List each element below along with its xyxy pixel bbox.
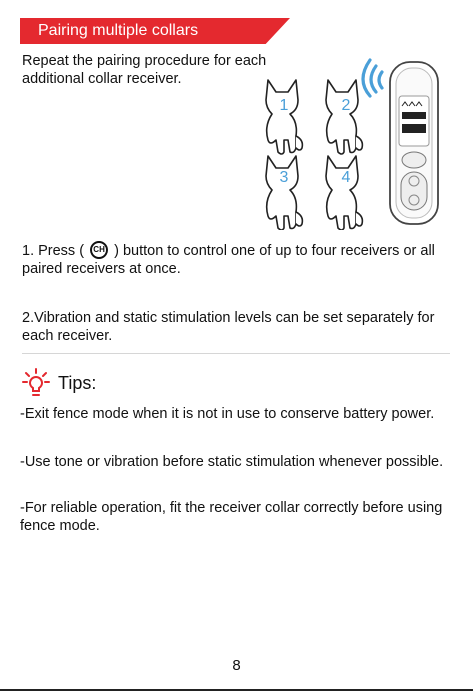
tip-item: -Exit fence mode when it is not in use to conserve battery power.: [20, 406, 435, 422]
step-2-text: 2.Vibration and static stimulation levels can be set separately for each receiver.: [22, 310, 435, 344]
control-pad: [401, 172, 427, 210]
intro-text: Repeat the pairing procedure for each additional collar receiver.: [22, 53, 267, 87]
dog-label-1: 1: [279, 97, 289, 114]
lcd-screen: [399, 96, 429, 146]
footer-rule: [0, 689, 473, 691]
signal-icon: [363, 60, 382, 96]
ch-button-icon: CH: [90, 241, 108, 259]
dog-label-3: 3: [279, 169, 289, 186]
dog-label-4: 4: [341, 169, 351, 186]
dog-label-2: 2: [341, 97, 351, 114]
divider: [22, 353, 450, 354]
remote-transmitter: [390, 62, 438, 224]
pairing-illustration: [250, 50, 465, 230]
tip-item: -Use tone or vibration before static stimulation whenever possible.: [20, 454, 444, 470]
step-1-text: 1. Press ( CH ) button to control one of up to four receivers or all paired receivers at once.: [22, 243, 435, 277]
section-title: Pairing multiple collars: [38, 22, 199, 39]
lightbulb-icon: [22, 368, 50, 398]
tip-item: -For reliable operation, fit the receiver collar correctly before using fence mode.: [20, 500, 443, 534]
tips-title: Tips:: [58, 373, 97, 393]
dog-silhouette: [326, 156, 362, 230]
ch-button-graphic: [402, 152, 426, 168]
page-number: 8: [232, 657, 241, 674]
dog-silhouette: [266, 156, 302, 230]
dog-silhouette: [326, 80, 362, 154]
dog-silhouette: [266, 80, 302, 154]
